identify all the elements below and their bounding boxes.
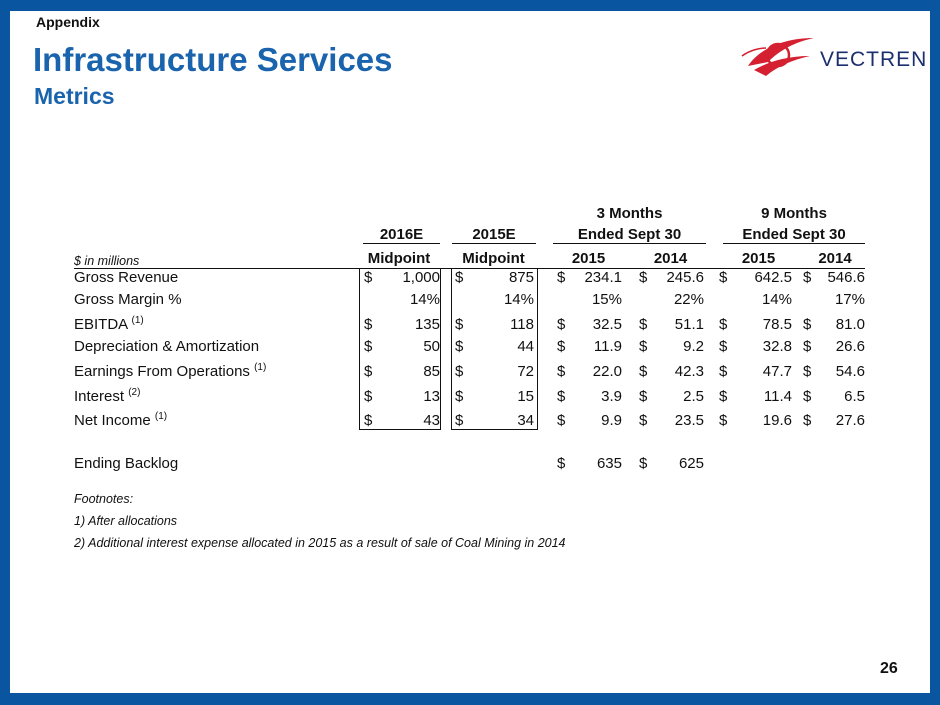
cell-value: 44 xyxy=(517,338,534,355)
cell-value: 42.3 xyxy=(674,363,704,380)
cell-value: 22% xyxy=(673,291,704,308)
cell-currency: $ xyxy=(364,412,373,429)
cell-currency: $ xyxy=(455,363,464,380)
col-header-n2015: 2015 xyxy=(741,250,776,267)
cell-value: 118 xyxy=(510,316,534,333)
cell-currency: $ xyxy=(557,388,566,405)
cell-currency: $ xyxy=(557,316,566,333)
cell-value: 54.6 xyxy=(835,363,865,380)
cell-value: 81.0 xyxy=(835,316,865,333)
cell-currency: $ xyxy=(639,316,648,333)
row-label-footnote: (1) xyxy=(154,411,168,422)
cell-currency: $ xyxy=(639,363,648,380)
cell-currency: $ xyxy=(455,316,464,333)
cell-value: 2.5 xyxy=(683,388,704,405)
backlog-currency: $ xyxy=(557,455,566,472)
cell-value: 14% xyxy=(503,291,534,308)
cell-currency: $ xyxy=(557,269,566,286)
page-title: Infrastructure Services xyxy=(33,41,393,78)
col-header-2015e: 2015E xyxy=(472,226,516,243)
cell-currency: $ xyxy=(639,269,648,286)
cell-currency: $ xyxy=(803,388,812,405)
cell-currency: $ xyxy=(455,388,464,405)
cell-currency: $ xyxy=(557,363,566,380)
cell-currency: $ xyxy=(803,338,812,355)
group-header-9months-sub: Ended Sept 30 xyxy=(742,226,846,243)
cell-currency: $ xyxy=(803,316,812,333)
row-label-wrap xyxy=(74,388,140,406)
cell-value: 11.9 xyxy=(593,338,622,355)
footnote-2: 2) Additional interest expense allocated in 2015 as a result of sale of Coal Mining in 2014 xyxy=(74,536,566,550)
cell-currency: $ xyxy=(455,338,464,355)
cell-currency: $ xyxy=(803,412,812,429)
cell-value: 3.9 xyxy=(601,388,622,405)
group-header-3months-sub: Ended Sept 30 xyxy=(577,226,682,243)
col-header-2016e-sub: Midpoint xyxy=(367,250,431,267)
cell-value: 22.0 xyxy=(592,363,622,380)
cell-value: 546.6 xyxy=(827,269,865,286)
cell-value: 72 xyxy=(517,363,534,380)
section-label: Appendix xyxy=(36,14,100,30)
row-label-wrap xyxy=(74,363,266,381)
cell-currency: $ xyxy=(803,363,812,380)
units-label: $ in millions xyxy=(74,254,140,268)
col-header-q2014: 2014 xyxy=(653,250,688,267)
cell-currency: $ xyxy=(719,363,728,380)
row-label: Gross Revenue xyxy=(74,269,179,286)
cell-value: 1,000 xyxy=(402,269,440,286)
cell-value: 23.5 xyxy=(674,412,704,429)
footnote-1: 1) After allocations xyxy=(74,514,178,528)
cell-value: 234.1 xyxy=(584,269,622,286)
cell-currency: $ xyxy=(364,388,373,405)
cell-currency: $ xyxy=(364,363,373,380)
page-subtitle: Metrics xyxy=(34,83,115,109)
cell-value: 15% xyxy=(591,291,622,308)
group-header-3months: 3 Months xyxy=(596,205,663,222)
cell-currency: $ xyxy=(455,412,464,429)
row-label: EBITDA xyxy=(74,316,132,333)
row-label-footnote: (2) xyxy=(128,387,141,398)
cell-currency: $ xyxy=(719,316,728,333)
cell-value: 43 xyxy=(423,412,440,429)
cell-currency: $ xyxy=(803,269,812,286)
backlog-value: 635 xyxy=(596,455,622,472)
row-label-wrap xyxy=(74,316,144,334)
row-label-footnote: (1) xyxy=(131,315,144,326)
group-header-9months: 9 Months xyxy=(761,205,827,222)
cell-value: 26.6 xyxy=(835,338,865,355)
backlog-currency: $ xyxy=(639,455,648,472)
cell-value: 47.7 xyxy=(762,363,792,380)
row-label: Gross Margin % xyxy=(74,291,182,308)
cell-currency: $ xyxy=(639,388,648,405)
cell-value: 15 xyxy=(517,388,534,405)
cell-value: 78.5 xyxy=(762,316,792,333)
row-label-footnote: (1) xyxy=(254,362,267,373)
backlog-value: 625 xyxy=(678,455,704,472)
cell-value: 34 xyxy=(517,412,534,429)
cell-value: 32.5 xyxy=(592,316,622,333)
footnotes-heading: Footnotes: xyxy=(74,492,134,506)
row-label: Interest xyxy=(74,388,129,405)
cell-currency: $ xyxy=(557,338,566,355)
cell-value: 14% xyxy=(409,291,440,308)
cell-value: 642.5 xyxy=(754,269,792,286)
row-label: Net Income xyxy=(74,412,155,429)
cell-value: 135 xyxy=(414,316,440,333)
logo-wordmark: VECTREN xyxy=(820,48,928,71)
cell-currency: $ xyxy=(364,269,373,286)
cell-currency: $ xyxy=(719,412,728,429)
col-header-2015e-sub: Midpoint xyxy=(462,250,525,267)
cell-currency: $ xyxy=(455,269,464,286)
row-label: Earnings From Operations xyxy=(74,363,255,380)
cell-value: 9.9 xyxy=(601,412,622,429)
cell-currency: $ xyxy=(719,388,728,405)
cell-value: 14% xyxy=(761,291,792,308)
cell-currency: $ xyxy=(364,338,373,355)
cell-value: 13 xyxy=(423,388,440,405)
col-header-q2015: 2015 xyxy=(571,250,606,267)
cell-value: 50 xyxy=(423,338,440,355)
row-label-backlog: Ending Backlog xyxy=(74,455,179,472)
cell-value: 245.6 xyxy=(666,269,704,286)
row-label-wrap xyxy=(74,412,167,430)
cell-currency: $ xyxy=(719,269,728,286)
cell-value: 17% xyxy=(834,291,865,308)
col-header-2016e: 2016E xyxy=(379,226,424,243)
cell-value: 51.1 xyxy=(674,316,704,333)
cell-value: 19.6 xyxy=(762,412,792,429)
cell-value: 32.8 xyxy=(762,338,792,355)
cell-currency: $ xyxy=(639,412,648,429)
cell-value: 9.2 xyxy=(683,338,704,355)
vectren-swoosh-icon xyxy=(740,26,818,86)
cell-value: 85 xyxy=(423,363,440,380)
cell-currency: $ xyxy=(719,338,728,355)
cell-currency: $ xyxy=(364,316,373,333)
slide xyxy=(10,11,930,693)
cell-value: 6.5 xyxy=(844,388,865,405)
col-header-n2014: 2014 xyxy=(818,250,852,267)
vectren-logo xyxy=(740,26,928,86)
cell-currency: $ xyxy=(639,338,648,355)
cell-value: 11.4 xyxy=(763,388,792,405)
page-number: 26 xyxy=(880,660,898,677)
cell-currency: $ xyxy=(557,412,566,429)
row-label: Depreciation & Amortization xyxy=(74,338,260,355)
cell-value: 27.6 xyxy=(835,412,865,429)
cell-value: 875 xyxy=(508,269,534,286)
